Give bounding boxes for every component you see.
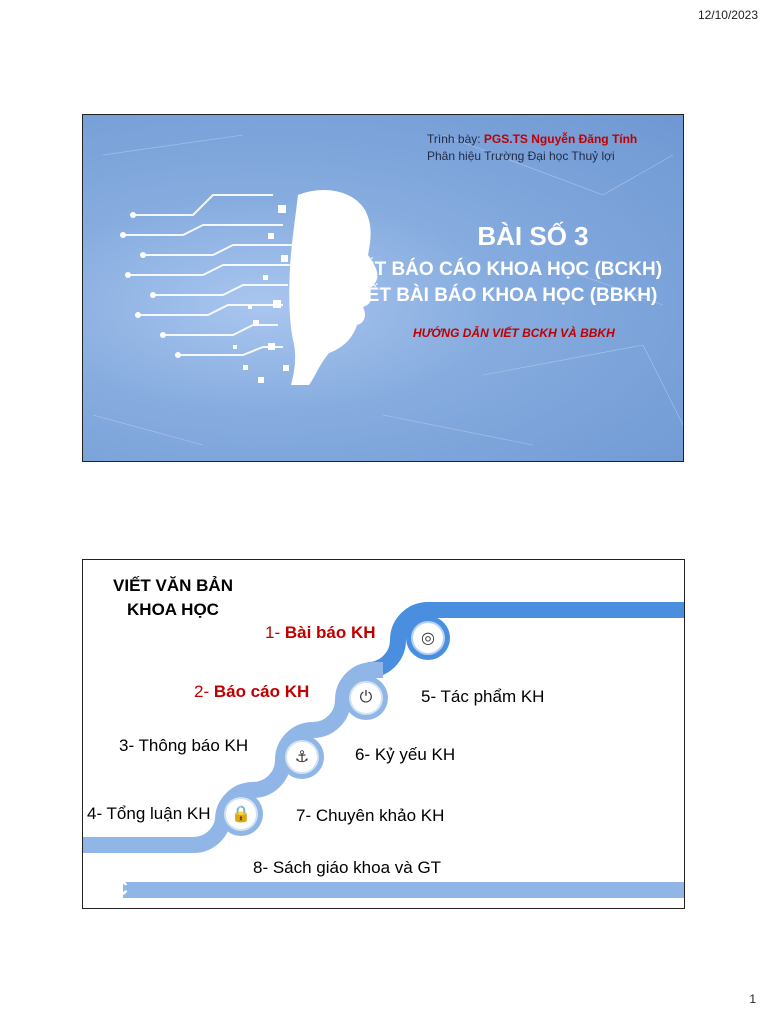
- slide-title: BÀI SỐ 3: [477, 221, 589, 251]
- item-1-label: Bài báo KH: [284, 623, 376, 642]
- item-8: 8- Sách giáo khoa và GT: [253, 858, 442, 877]
- presenter-name: PGS.TS Nguyễn Đăng Tính: [483, 132, 638, 146]
- affiliation: Phân hiệu Trường Đại học Thuỷ lợi: [427, 149, 615, 163]
- item-2-label: Báo cáo KH: [213, 682, 310, 701]
- item-6: 6- Kỷ yếu KH: [355, 745, 456, 764]
- item-7: 7- Chuyên khảo KH: [296, 806, 445, 825]
- item-1: [265, 623, 376, 643]
- footer-fragment: AC: [99, 878, 128, 900]
- page-number: 1: [749, 992, 756, 1006]
- title-slide: [82, 114, 684, 462]
- stairs-slide: [82, 559, 685, 909]
- anchor-icon: ⚓: [287, 742, 317, 772]
- slide-subtitle-1: VIẾT BÁO CÁO KHOA HỌC (BCKH): [343, 259, 663, 280]
- presenter-label: Trình bày:: [427, 132, 484, 146]
- target-icon: ◎: [413, 623, 443, 653]
- slide-heading: VIẾT VĂN BẢN KHOA HỌC: [113, 576, 233, 619]
- presenter-block: [427, 131, 637, 165]
- item-2: [194, 682, 309, 702]
- item-4: 4- Tổng luận KH: [87, 804, 211, 823]
- slide-subtitle-2: VIẾT BÀI BÁO KHOA HỌC (BBKH): [348, 285, 658, 306]
- power-icon: ⏻: [351, 683, 381, 713]
- item-5: 5- Tác phẩm KH: [421, 687, 545, 706]
- item-1-prefix: 1-: [265, 623, 285, 642]
- item-2-prefix: 2-: [194, 682, 214, 701]
- guide-text: HƯỚNG DẪN VIẾT BCKH VÀ BBKH: [413, 326, 615, 340]
- slide-date: 12/10/2023: [697, 8, 758, 22]
- lock-icon: 🔒: [226, 799, 256, 829]
- item-3: 3- Thông báo KH: [119, 736, 249, 755]
